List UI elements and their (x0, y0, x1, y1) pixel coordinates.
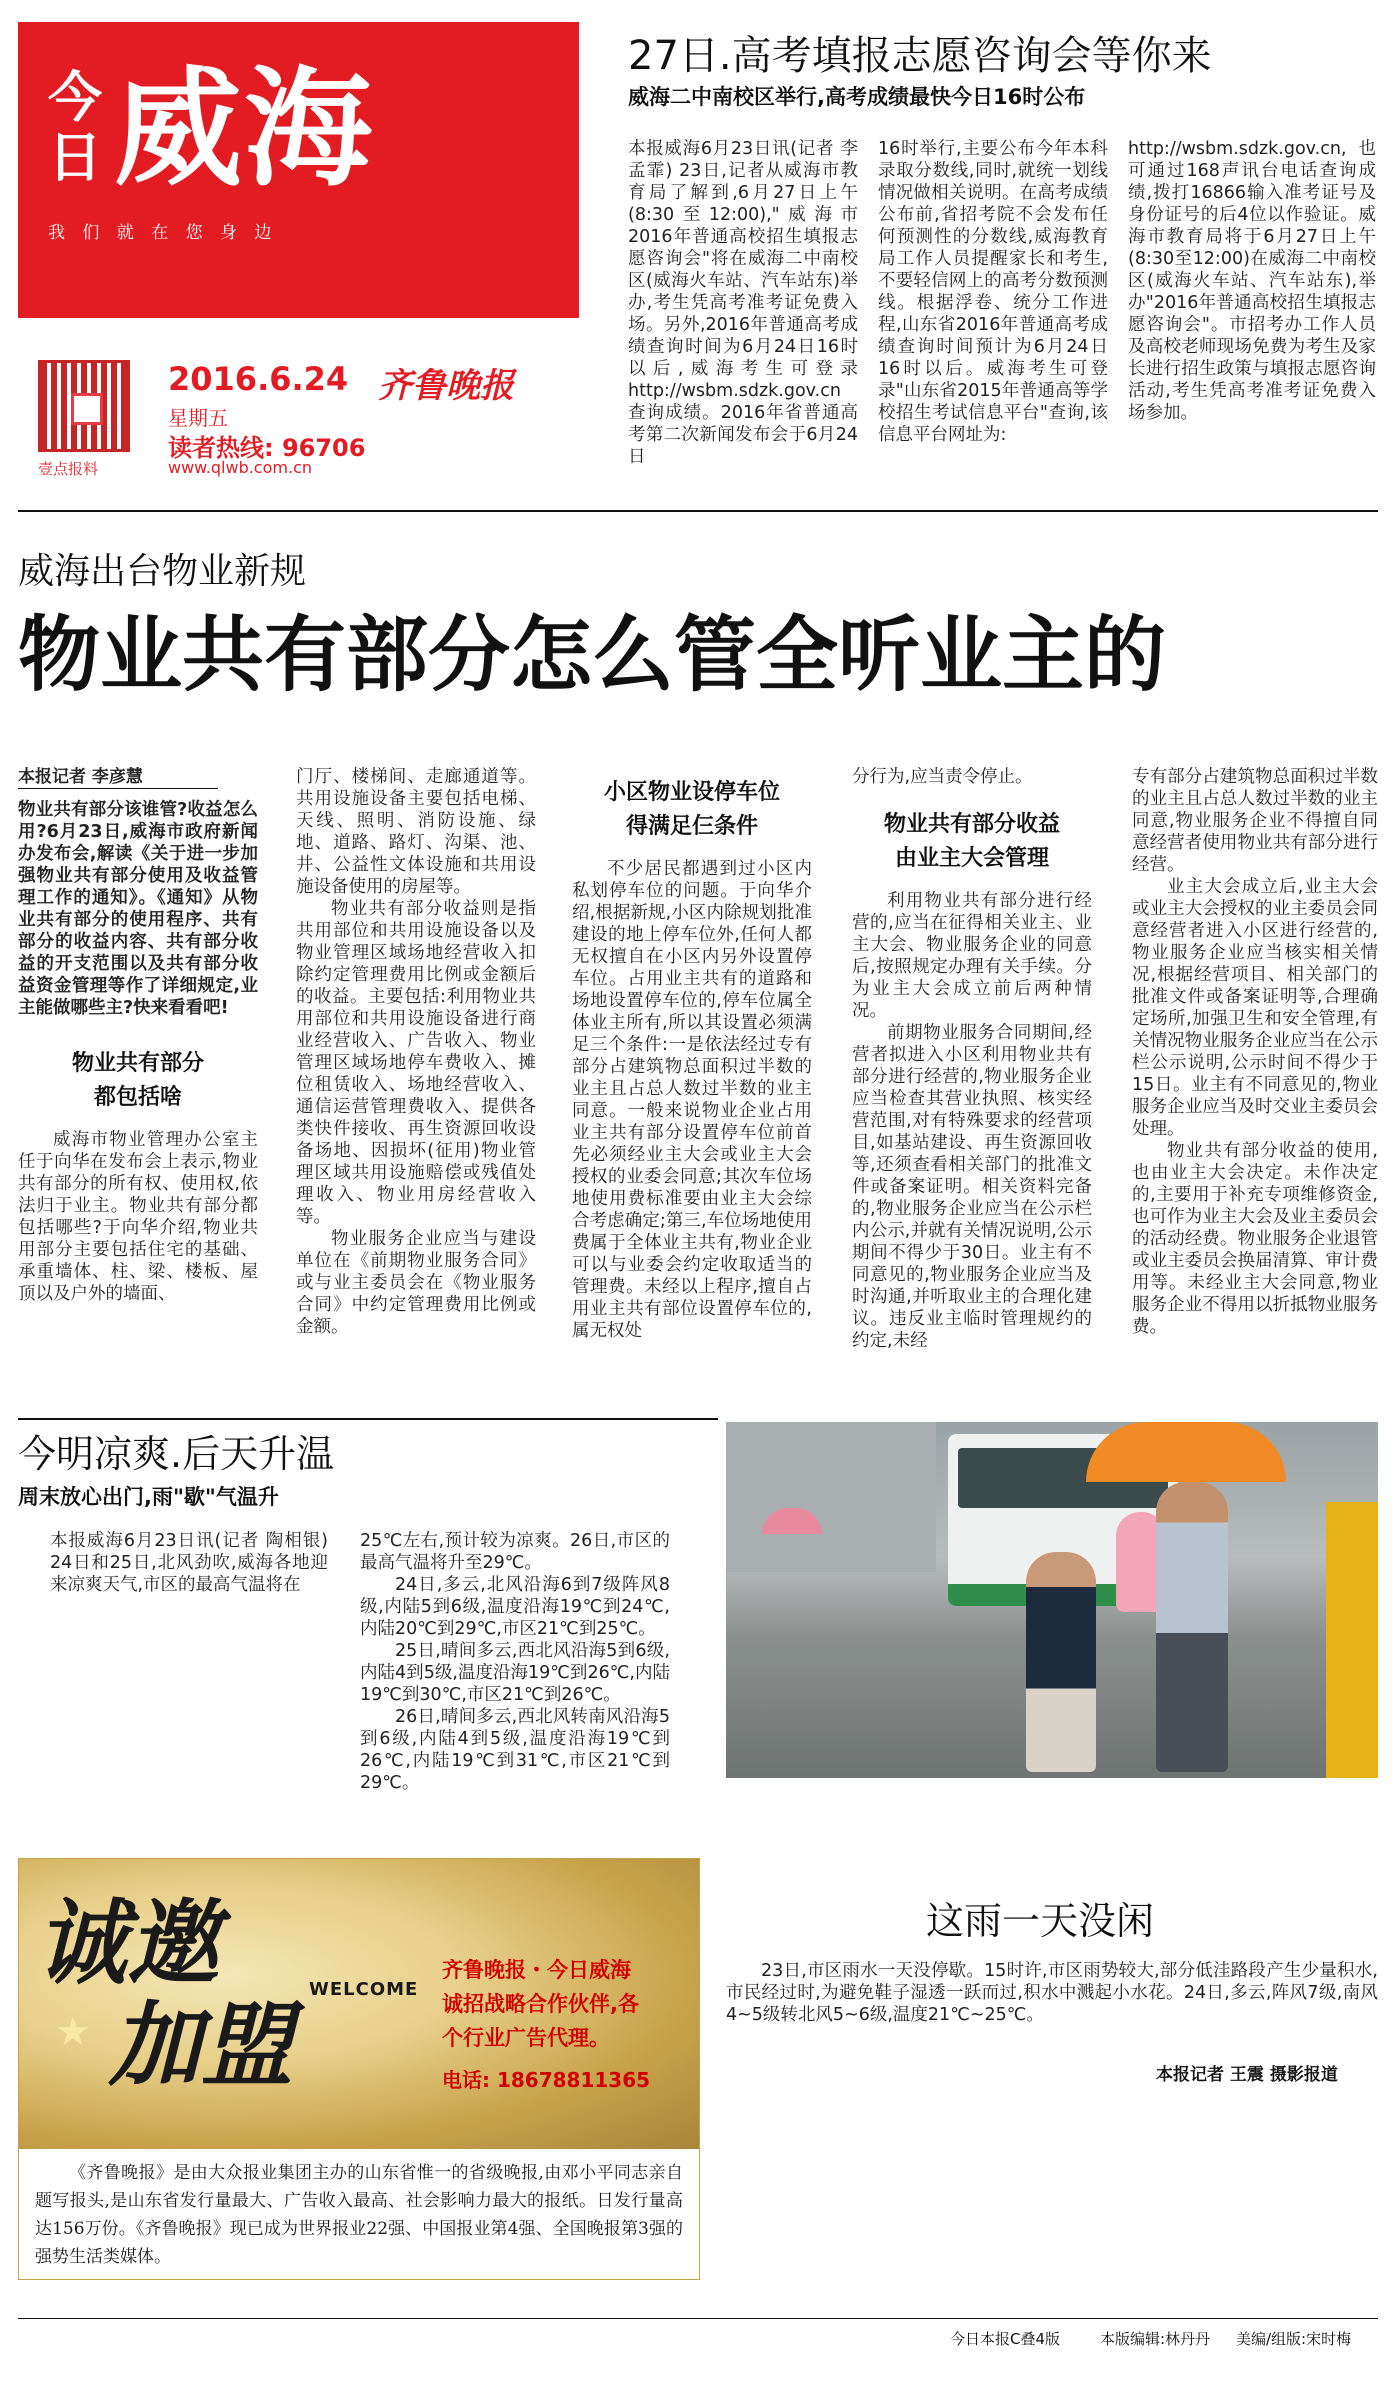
main-kicker: 威海出台物业新规 (18, 551, 307, 592)
divider-top (18, 510, 1378, 512)
logo (48, 55, 528, 210)
star-icon: ★ (55, 2009, 91, 2055)
website[interactable]: www.qlwb.com.cn (168, 458, 312, 477)
ad-big-text-1: 诚邀 (35, 1889, 220, 1997)
umbrella-orange-icon (1086, 1422, 1286, 1482)
main-lead: 物业共有部分该谁管?收益怎么用?6月23日,威海市政府新闻办发布会,解读《关于进一步加强物业共有部分使用及收益管理工作的通知》。《通知》从物业共有部分的使用程序、共有部分的收益内容、共有部分收益的开支范围以及共有部分收益资金管理等作了详细规定,业主能做哪些主?快来看看吧! (18, 800, 258, 1018)
qr-caption: 壹点报料 (38, 460, 99, 478)
ad-body: 《齐鲁晚报》是由大众报业集团主办的山东省惟一的省级晚报,由邓小平同志亲自题写报头,是山东省发行量最大、广告收入最高、社会影响力最大的报纸。日发行量高达156万份。《齐鲁晚报》现已成为世界报业22强、中国报业第4强、全国晚报第3强的强势生活类媒体。 (35, 2163, 683, 2267)
photo-caption: 23日,市区雨水一天没停歇。15时许,市区雨势较大,部分低洼路段产生少量积水,市民经过时,为避免鞋子湿透一跃而过,积水中溅起小水花。24日,多云,阵风7级,南风4~5级转北风5~6级,温度21℃~25℃。 (726, 1961, 1378, 2025)
ad-line-1: 齐鲁晚报・今日威海 (442, 1958, 631, 1982)
weather-headline: 今明凉爽.后天升温 (18, 1432, 335, 1476)
logo-small-text: 今日 (48, 66, 102, 189)
divider-middle (18, 1418, 718, 1420)
weather-subhead: 周末放心出门,雨"歇"气温升 (18, 1485, 279, 1509)
main-col4: 分行为,应当责令停止。 物业共有部分收益 由业主大会管理 利用物业共有部分进行经营的,应当在征得相关业主、业主大会、物业服务企业的同意后,按照规定办理有关手续。分为业主大会成立前后两种情况。 前期物业服务合同期间,经营者拟进入小区利用物业共有部分进行经营的,物业服务企业应当检查其营业执照、核实经营范围,对有特殊要求的经营项目,如基站建设、再生资源回收等,还须查看相关部门的批准文件或备案证明。相关资料完备的,物业服务企业应当在公示栏内公示,并就有关情况说明,公示期间不得少于30日。业主有不同意见的,物业服务企业应当及时沟通,并听取业主的合理化建议。违反业主临时管理规约的约定,未经 (852, 767, 1092, 1351)
ad-line-3: 个行业广告代理。 (442, 2026, 610, 2050)
footer-editor: 本版编辑:林丹丹 (1100, 2330, 1211, 2348)
main-col2: 门厅、楼梯间、走廊通道等。共用设施设备主要包括电梯、天线、照明、消防设施、绿地、道路、路灯、沟渠、池、井、公益性文体设施和共用设施设备使用的房屋等。 物业共有部分收益则是指共用部位和共用设施设备以及物业管理区域场地经营收入扣除约定管理费用比例或金额后的收益。主要包括:利用物业共用部位和共用设施设备进行商业经营收入、广告收入、物业管理区域场地停车费收入、摊位租赁收入、场地经营收入、通信运营管理费收入、提供各类快件接收、再生资源回收设备场地、因损坏(征用)物业管理区域共用设施赔偿或残值处理收入、物业用房经营收入等。 物业服务企业应当与建设单位在《前期物业服务合同》或与业主委员会在《物业服务合同》中约定管理费用比例或金额。 (296, 767, 536, 1337)
main-col1: 本报记者 李彦慧 物业共有部分该谁管?收益怎么用?6月23日,威海市政府新闻办发布会,解读《关于进一步加强物业共有部分使用及收益管理工作的通知》。《通知》从物业共有部分的使用程序、共有部分的收益内容、共有部分收益的开支范围以及共有部分收益资金管理等作了详细规定,业主能做哪些主?快来看看吧! 物业共有部分 都包括啥 威海市物业管理办公室主任于向华在发布会上表示,物业共有部分的所有权、使用权,依法归于业主。物业共有部分都包括哪些?于向华介绍,物业共用部分主要包括住宅的基础、承重墙体、柱、梁、楼板、屋顶以及户外的墙面、 (18, 767, 258, 1304)
rain-photo (726, 1422, 1378, 1778)
brand-logo: 齐鲁晚报 (378, 366, 514, 406)
qr-code-icon (38, 360, 130, 452)
ad-line-2: 诚招战略合作伙伴,各 (442, 1992, 639, 2016)
weekday: 星期五 (168, 406, 228, 430)
building-wall (726, 1422, 936, 1572)
main-subhead-2: 小区物业设停车位 得满足仨条件 (603, 780, 780, 839)
woman-figure (1026, 1552, 1096, 1772)
top-story-subhead: 威海二中南校区举行,高考成绩最快今日16时公布 (628, 85, 1086, 109)
logo-big-text: 威海 (114, 55, 375, 204)
issue-date: 2016.6.24 (168, 360, 349, 398)
main-col5: 专有部分占建筑物总面积过半数的业主且占总人数过半数的业主同意,物业服务企业不得擅自同意经营者使用物业共有部分进行经营。 业主大会成立后,业主大会或业主大会授权的业主委员会同意经营者进入小区进行经营的,物业服务企业应当核实相关情况,根据经营项目、相关部门的批准文件或备案证明等,合理确定场所,加强卫生和安全管理,有关情况物业服务企业应当在公示栏公示说明,公示时间不得少于15日。业主有不同意见的,物业服务企业应当及时交业主委员会处理。 物业共有部分收益的使用,也由业主大会决定。未作决定的,主要用于补充专项维修资金,也可作为业主大会及业主委员会的活动经费。物业服务企业退管或业主委员会换届清算、审计费用等。未经业主大会同意,物业服务企业不得用以折抵物业服务费。 (1132, 767, 1378, 1337)
footer-section: 今日本报C叠4版 (950, 2330, 1061, 2348)
photo-credit: 本报记者 王震 摄影报道 (1156, 2065, 1338, 2085)
ad-big-text-2: 加盟 (109, 1991, 294, 2099)
main-headline: 物业共有部分怎么管全听业主的 (18, 608, 1167, 703)
man-figure (1156, 1482, 1228, 1772)
slogan: 我 们 就 在 您 身 边 (48, 223, 278, 243)
hotline: 读者热线: 96706 (168, 434, 366, 462)
main-subhead-3: 物业共有部分收益 由业主大会管理 (883, 812, 1060, 871)
divider-footer (18, 2318, 1378, 2319)
main-subhead-1: 物业共有部分 都包括啥 (71, 1051, 204, 1110)
weather-col2: 25℃左右,预计较为凉爽。26日,市区的最高气温将升至29℃。 24日,多云,北风沿海6到7级阵风8级,内陆5到6级,温度沿海19℃到24℃,内陆20℃到29℃,市区21℃到25℃。 25日,晴间多云,西北风沿海5到6级,内陆4到5级,温度沿海19℃到26℃,内陆19℃到30℃,市区21℃到26℃。 26日,晴间多云,西北风转南风沿海5到6级,内陆4到5级,温度沿海19℃到26℃,内陆19℃到31℃,市区21℃到29℃。 (360, 1531, 670, 1793)
top-story-headline: 27日.高考填报志愿咨询会等你来 (628, 33, 1212, 79)
ad-panel (18, 1858, 700, 2280)
masthead (18, 22, 579, 490)
main-byline: 本报记者 李彦慧 (18, 766, 218, 789)
top-story-col2: 16时举行,主要公布今年本科录取分数线,同时,就统一划线情况做相关说明。在高考成绩公布前,省招考院不会发布任何预测性的分数线,威海教育局工作人员提醒家长和考生,不要轻信网上的高考分数预测线。根据浮卷、统分工作进程,山东省2016年普通高考成绩查询时间预计为6月24日16时以后。威海考生可登录"山东省2015年普通高等学校招生考试信息平台"查询,该信息平台网址为: (878, 139, 1108, 445)
ad-welcome: WELCOME (309, 1979, 419, 2000)
footer-designer: 美编/组版:宋时梅 (1236, 2330, 1352, 2348)
yellow-barrier (1326, 1502, 1378, 1778)
main-col3: 小区物业设停车位 得满足仨条件 不少居民都遇到过小区内私划停车位的问题。于向华介绍,根据新规,小区内除规划批准建设的地上停车位外,任何人都无权擅自在小区内另外设置停车位。占用业主共有的道路和场地设置停车位的,停车位属全体业主所有,所以其设置必须满足三个条件:一是依法经过专有部分占建筑物总面积过半数的业主且占总人数过半数的业主同意。一般来说物业企业占用业主共有部分设置停车位前首先必须经业主大会或业主大会授权的业委会同意;其次车位场地使用费标准要由业主大会综合考虑确定;第三,车位场地使用费属于全体业主共有,物业企业可以与业委会约定收取适当的管理费。未经以上程序,擅自占用业主共有部位设置停车位的,属无权处 (572, 766, 812, 1416)
photo-title: 这雨一天没闲 (926, 1899, 1155, 1943)
top-story-col1: 本报威海6月23日讯(记者 李孟霏) 23日,记者从威海市教育局了解到,6月27日上午(8:30至12:00),"威海市2016年普通高校招生填报志愿咨询会"将在威海二中南校区(威海火车站、汽车站东)举办,考生凭高考准考证免费入场。另外,2016年普通高考成绩查询时间为6月24日16时以后,威海考生可登录http://wsbm.sdzk.gov.cn查询成绩。2016年省普通高考第二次新闻发布会于6月24日 (628, 139, 858, 467)
weather-col1: 本报威海6月23日讯(记者 陶相银) 24日和25日,北风劲吹,威海各地迎来凉爽天气,市区的最高气温将在 (50, 1531, 328, 1595)
top-story-col3: http://wsbm.sdzk.gov.cn,也可通过168声讯台电话查询成绩,拨打16866输入准考证号及身份证号的后4位以作验证。威海市教育局将于6月27日上午(8:30至12:00)在威海二中南校区(威海火车站、汽车站东),举办"2016年普通高校招生填报志愿咨询会"。市招考办工作人员及高校老师现场免费为考生及家长进行招生政策与填报志愿咨询活动,考生凭高考准考证免费入场参加。 (1128, 139, 1376, 423)
ad-phone[interactable]: 电话: 18678811365 (442, 2068, 651, 2092)
masthead-info (18, 318, 579, 490)
